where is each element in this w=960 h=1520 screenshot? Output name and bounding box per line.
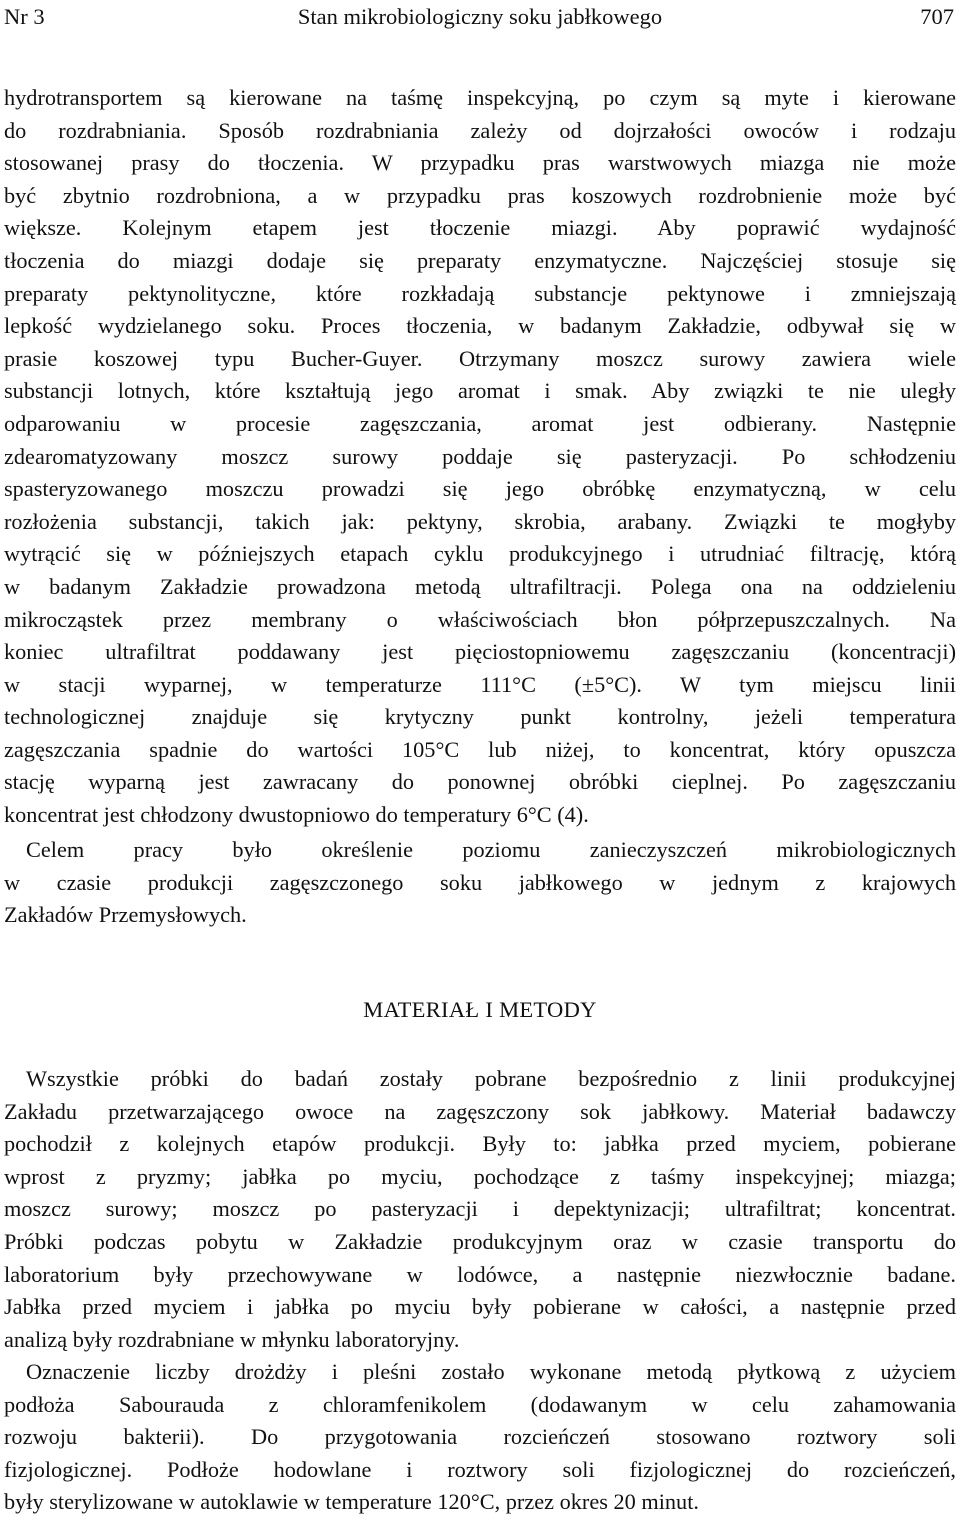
text-line: rozwoju bakterii). Do przygotowania rozcieńczeń stosowano roztwory soli	[4, 1424, 956, 1450]
paragraph-aim	[4, 834, 956, 932]
text-line: rozłożenia substancji, takich jak: pektyny, skrobia, arabany. Związki te mogłyby	[4, 508, 956, 534]
text-line: preparaty pektynolityczne, które rozkładają substancje pektynowe i zmniejszają	[4, 280, 956, 306]
text-line: stosowanej prasy do tłoczenia. W przypadku pras warstwowych miazga nie może	[4, 150, 956, 176]
running-header	[0, 4, 960, 30]
text-line: zagęszczania spadnie do wartości 105°C lub niżej, to koncentrat, który opuszcza	[4, 736, 956, 762]
text-line: Oznaczenie liczby drożdży i pleśni zostało wykonane metodą płytkową z użyciem	[26, 1359, 956, 1384]
text-line: technologicznej znajduje się krytyczny punkt kontrolny, jeżeli temperatura	[4, 704, 956, 730]
text-line: w badanym Zakładzie prowadzona metodą ultrafiltracji. Polega ona na oddzieleniu	[4, 573, 956, 599]
paragraph-yeast-mould-method	[4, 1356, 956, 1519]
text-line: laboratorium były przechowywane w lodówce, a następnie niezwłocznie badane.	[4, 1261, 956, 1287]
running-title: Stan mikrobiologiczny soku jabłkowego	[297, 4, 663, 29]
text-line: koncentrat jest chłodzony dwustopniowo do temperatury 6°C (4).	[4, 802, 589, 828]
text-line: fizjologicznej. Podłoże hodowlane i roztwory soli fizjologicznej do rozcieńczeń,	[4, 1456, 956, 1482]
page-number: 707	[920, 4, 954, 29]
text-line: wytrącić się w późniejszych etapach cyklu produkcyjnego i utrudniać filtrację, którą	[4, 541, 956, 567]
section-heading-materials-methods: MATERIAŁ I METODY	[363, 997, 597, 1022]
text-line: w czasie produkcji zagęszczonego soku jabłkowego w jednym z krajowych	[4, 869, 956, 895]
text-line: spasteryzowanego moszczu prowadzi się jego obróbkę enzymatyczną, w celu	[4, 476, 956, 502]
text-line: prasie koszowej typu Bucher-Guyer. Otrzymany moszcz surowy zawiera wiele	[4, 345, 956, 371]
text-line: wprost z pryzmy; jabłka po myciu, pochodzące z taśmy inspekcyjnej; miazga;	[4, 1163, 956, 1189]
paragraph-sampling	[4, 1063, 956, 1356]
text-line: substancji lotnych, które kształtują jego aromat i smak. Aby związki te nie uległy	[4, 378, 956, 404]
text-line: Zakładów Przemysłowych.	[4, 902, 247, 928]
text-line: mikrocząstek przez membrany o właściwościach błon półprzepuszczalnych. Na	[4, 606, 956, 632]
text-line: w stacji wyparnej, w temperaturze 111°C (±5°C). W tym miejscu linii	[4, 671, 956, 697]
text-line: zdearomatyzowany moszcz surowy poddaje się pasteryzacji. Po schłodzeniu	[4, 443, 956, 469]
text-line: Próbki podczas pobytu w Zakładzie produkcyjnym oraz w czasie transportu do	[4, 1228, 956, 1254]
text-line: Wszystkie próbki do badań zostały pobrane bezpośrednio z linii produkcyjnej	[26, 1066, 956, 1091]
text-line: Zakładu przetwarzającego owoce na zagęszczony sok jabłkowy. Materiał badawczy	[4, 1098, 956, 1124]
text-line: pochodził z kolejnych etapów produkcji. Były to: jabłka przed myciem, pobierane	[4, 1131, 956, 1157]
text-line: do rozdrabniania. Sposób rozdrabniania zależy od dojrzałości owoców i rodzaju	[4, 117, 956, 143]
text-line: Celem pracy było określenie poziomu zanieczyszczeń mikrobiologicznych	[26, 837, 956, 862]
text-line: odparowaniu w procesie zagęszczania, aromat jest odbierany. Następnie	[4, 410, 956, 436]
text-line: były sterylizowane w autoklawie w temperature 120°C, przez okres 20 minut.	[4, 1489, 699, 1515]
paragraph-process-description	[4, 82, 956, 832]
text-line: koniec ultrafiltrat poddawany jest pięciostopniowemu zagęszczaniu (koncentracji)	[4, 639, 956, 665]
text-line: tłoczenia do miazgi dodaje się preparaty enzymatyczne. Najczęściej stosuje się	[4, 247, 956, 273]
text-line: większe. Kolejnym etapem jest tłoczenie miazgi. Aby poprawić wydajność	[4, 215, 956, 241]
text-line: analizą były rozdrabniane w młynku laboratoryjny.	[4, 1326, 460, 1352]
text-line: podłoża Sabourauda z chloramfenikolem (dodawanym w celu zahamowania	[4, 1391, 956, 1417]
text-line: moszcz surowy; moszcz po pasteryzacji i depektynizacji; ultrafiltrat; koncentrat.	[4, 1196, 956, 1222]
text-line: hydrotransportem są kierowane na taśmę inspekcyjną, po czym są myte i kierowane	[4, 85, 956, 110]
text-line: lepkość wydzielanego soku. Proces tłoczenia, w badanym Zakładzie, odbywał się w	[4, 313, 956, 339]
issue-number: Nr 3	[4, 4, 45, 29]
text-line: być zbytnio rozdrobniona, a w przypadku pras koszowych rozdrobnienie może być	[4, 182, 956, 208]
text-line: Jabłka przed myciem i jabłka po myciu były pobierane w całości, a następnie przed	[4, 1294, 956, 1320]
text-line: stację wyparną jest zawracany do ponownej obróbki cieplnej. Po zagęszczaniu	[4, 769, 956, 795]
